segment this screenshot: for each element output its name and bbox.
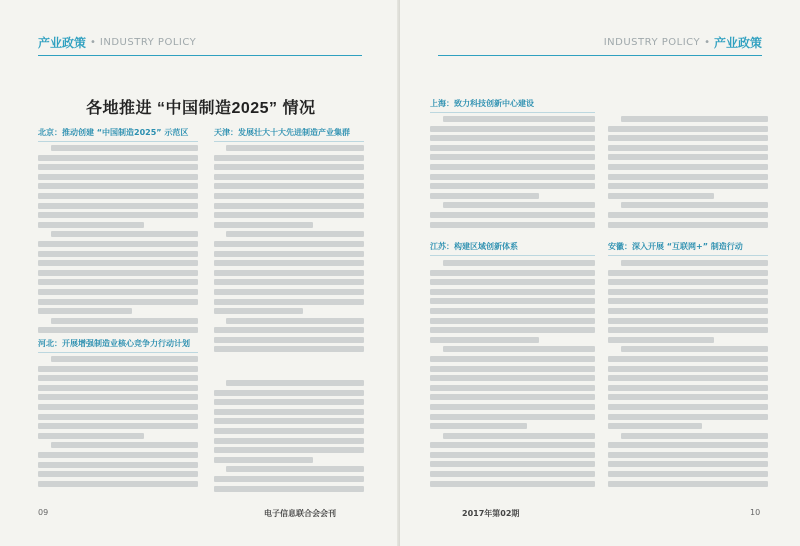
text-line — [430, 174, 595, 180]
text-line — [608, 452, 768, 458]
text-line — [38, 366, 198, 372]
text-line — [214, 486, 364, 492]
text-line — [443, 202, 595, 208]
text-line — [430, 394, 595, 400]
header-separator: • — [704, 36, 710, 48]
text-line — [608, 442, 768, 448]
text-line — [38, 299, 198, 305]
text-line — [430, 270, 595, 276]
text-line — [214, 337, 364, 343]
text-line — [608, 423, 702, 429]
text-line — [214, 203, 364, 209]
text-line — [430, 442, 595, 448]
text-line — [608, 154, 768, 160]
text-line — [430, 337, 539, 343]
text-line — [214, 390, 364, 396]
text-block-hebei — [38, 356, 198, 496]
text-line — [38, 452, 198, 458]
text-line — [430, 452, 595, 458]
text-line — [430, 126, 595, 132]
text-line — [51, 145, 198, 151]
text-block-shanghai — [430, 116, 595, 234]
text-line — [621, 346, 768, 352]
text-line — [214, 327, 364, 333]
text-line — [214, 279, 364, 285]
text-line — [608, 414, 768, 420]
text-line — [443, 260, 595, 266]
text-line — [608, 356, 768, 362]
text-line — [608, 318, 768, 324]
text-line — [214, 270, 364, 276]
text-line — [430, 471, 595, 477]
text-line — [214, 457, 313, 463]
text-line — [38, 423, 198, 429]
left-page-header — [38, 33, 196, 51]
text-line — [430, 212, 595, 218]
text-line — [38, 164, 198, 170]
text-line — [214, 308, 303, 314]
text-line — [430, 279, 595, 285]
text-line — [430, 385, 595, 391]
text-line — [430, 461, 595, 467]
text-line — [214, 409, 364, 415]
text-block-tianjin — [214, 145, 364, 365]
text-line — [214, 241, 364, 247]
text-line — [608, 193, 714, 199]
text-line — [38, 174, 198, 180]
header-category-cn: 产业政策 — [38, 35, 87, 50]
text-line — [430, 423, 527, 429]
text-line — [226, 231, 364, 237]
text-line — [443, 433, 595, 439]
text-line — [226, 466, 364, 472]
text-line — [621, 202, 768, 208]
text-line — [430, 404, 595, 410]
text-line — [214, 174, 364, 180]
text-line — [621, 433, 768, 439]
text-line — [38, 462, 198, 468]
text-line — [621, 260, 768, 266]
text-line — [443, 346, 595, 352]
text-line — [51, 356, 198, 362]
text-line — [430, 481, 595, 487]
text-line — [38, 222, 144, 228]
text-block-anhui — [608, 260, 768, 496]
text-line — [430, 318, 595, 324]
text-line — [214, 251, 364, 257]
text-line — [38, 433, 144, 439]
text-line — [608, 164, 768, 170]
text-block-tianjin-continued — [214, 380, 364, 496]
text-line — [608, 308, 768, 314]
text-line — [214, 476, 364, 482]
text-line — [430, 145, 595, 151]
text-line — [51, 231, 198, 237]
text-line — [38, 481, 198, 487]
text-line — [214, 222, 313, 228]
text-line — [38, 155, 198, 161]
header-category-en: INDUSTRY POLICY — [99, 36, 197, 48]
section-heading-beijing: 北京：推动创建 “中国制造2025” 示范区 — [38, 126, 198, 139]
text-line — [38, 375, 198, 381]
text-line — [214, 212, 364, 218]
text-line — [608, 289, 768, 295]
text-line — [608, 279, 768, 285]
text-block-beijing — [38, 145, 198, 341]
text-line — [608, 212, 768, 218]
text-line — [214, 299, 364, 305]
text-line — [608, 183, 768, 189]
text-line — [608, 337, 714, 343]
text-line — [214, 260, 364, 266]
text-line — [608, 135, 768, 141]
left-page-number: 09 — [38, 508, 49, 517]
text-line — [608, 298, 768, 304]
text-line — [430, 298, 595, 304]
text-line — [430, 222, 595, 228]
text-line — [38, 404, 198, 410]
text-line — [214, 155, 364, 161]
header-rule — [38, 55, 362, 56]
text-line — [608, 126, 768, 132]
text-block-shanghai-continued — [608, 116, 768, 236]
text-line — [430, 289, 595, 295]
header-category-cn: 产业政策 — [713, 35, 762, 50]
text-line — [621, 116, 768, 122]
text-line — [38, 212, 198, 218]
section-heading-hebei: 河北：开展增强制造业核心竞争力行动计划 — [38, 337, 198, 350]
text-line — [38, 289, 198, 295]
text-line — [608, 481, 768, 487]
text-line — [226, 145, 364, 151]
text-line — [430, 375, 595, 381]
text-line — [38, 327, 198, 333]
section-heading-shanghai: 上海：致力科技创新中心建设 — [430, 97, 595, 110]
text-line — [430, 308, 595, 314]
text-line — [38, 308, 132, 314]
text-line — [608, 404, 768, 410]
text-line — [214, 289, 364, 295]
text-line — [51, 318, 198, 324]
right-page — [400, 0, 800, 546]
text-line — [38, 251, 198, 257]
text-line — [608, 375, 768, 381]
text-line — [608, 366, 768, 372]
text-line — [38, 203, 198, 209]
text-line — [38, 193, 198, 199]
text-line — [443, 116, 595, 122]
text-line — [51, 442, 198, 448]
text-line — [608, 174, 768, 180]
header-separator: • — [90, 36, 96, 48]
text-line — [38, 270, 198, 276]
text-line — [38, 394, 198, 400]
text-line — [38, 471, 198, 477]
text-line — [214, 183, 364, 189]
text-line — [214, 164, 364, 170]
text-line — [214, 418, 364, 424]
text-line — [430, 327, 595, 333]
right-page-number: 10 — [750, 508, 761, 517]
text-line — [214, 399, 364, 405]
text-line — [430, 135, 595, 141]
text-line — [38, 241, 198, 247]
text-line — [608, 461, 768, 467]
text-line — [38, 279, 198, 285]
text-line — [430, 164, 595, 170]
text-line — [608, 270, 768, 276]
text-line — [214, 346, 364, 352]
text-line — [430, 414, 595, 420]
section-heading-jiangsu: 江苏：构建区域创新体系 — [430, 240, 595, 253]
text-line — [430, 366, 595, 372]
text-line — [38, 183, 198, 189]
text-line — [38, 414, 198, 420]
article-title: 各地推进 “中国制造2025” 情况 — [86, 100, 316, 117]
text-line — [430, 356, 595, 362]
text-line — [214, 438, 364, 444]
text-line — [608, 145, 768, 151]
right-page-header — [604, 33, 762, 51]
section-heading-anhui: 安徽：深入开展 “互联网+” 制造行动 — [608, 240, 768, 253]
text-line — [214, 428, 364, 434]
issue-label: 2017年第02期 — [462, 509, 520, 518]
header-category-en: INDUSTRY POLICY — [603, 36, 701, 48]
text-line — [226, 380, 364, 386]
text-block-jiangsu — [430, 260, 595, 496]
text-line — [214, 447, 364, 453]
text-line — [608, 222, 768, 228]
header-rule — [438, 55, 762, 56]
text-line — [214, 193, 364, 199]
text-line — [430, 154, 595, 160]
text-line — [38, 260, 198, 266]
text-line — [226, 318, 364, 324]
text-line — [430, 183, 595, 189]
text-line — [608, 471, 768, 477]
text-line — [38, 385, 198, 391]
text-line — [430, 193, 539, 199]
publication-name: 电子信息联合会会刊 — [264, 509, 336, 518]
text-line — [608, 394, 768, 400]
text-line — [608, 327, 768, 333]
text-line — [608, 385, 768, 391]
section-heading-tianjin: 天津：发展壮大十大先进制造产业集群 — [214, 126, 364, 139]
